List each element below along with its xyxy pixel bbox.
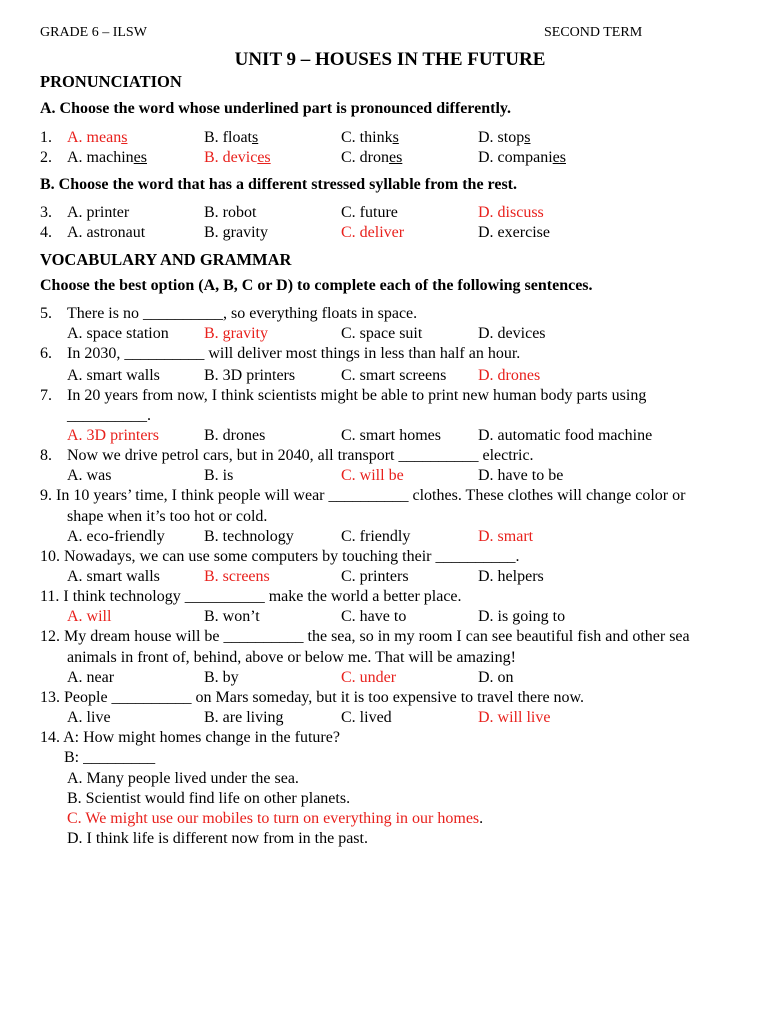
question-10-stem: 10. Nowadays, we can use some computers by touching their __________. [40, 548, 520, 565]
part-a-instruction: A. Choose the word whose underlined part is pronounced differently. [40, 100, 511, 117]
option-b[interactable]: B. drones [204, 427, 266, 444]
option-a[interactable]: A. will [67, 608, 112, 625]
option-d[interactable]: D. exercise [478, 224, 550, 241]
option-c[interactable]: C. friendly [341, 528, 411, 545]
option-c[interactable]: C. thinks [341, 129, 399, 146]
option-a[interactable]: A. printer [67, 204, 130, 221]
question-12-stem-cont: animals in front of, behind, above or below me. That will be amazing! [67, 649, 516, 666]
option-d[interactable]: D. stops [478, 129, 531, 146]
question-number: 2. [40, 149, 52, 166]
question-number: 1. [40, 129, 52, 146]
question-12-stem: 12. My dream house will be __________ the sea, so in my room I can see beautiful fish and other sea [40, 628, 690, 645]
part-b-instruction: B. Choose the word that has a different stressed syllable from the rest. [40, 176, 518, 193]
option-d[interactable]: D. smart [478, 528, 534, 545]
option-d[interactable]: D. devices [478, 325, 546, 342]
option-d[interactable]: D. on [478, 669, 514, 686]
option-d[interactable]: D. helpers [478, 568, 544, 585]
grade-label: GRADE 6 – ILSW [40, 25, 147, 40]
option-a[interactable]: A. machines [67, 149, 147, 166]
option-b[interactable]: B. devices [204, 149, 271, 166]
question-7-stem-cont: __________. [67, 407, 151, 424]
question-number: 5. [40, 305, 52, 322]
option-c[interactable]: C. will be [341, 467, 404, 484]
question-9-stem: 9. In 10 years’ time, I think people will wear __________ clothes. These clothes will change color or [40, 487, 686, 504]
question-9-stem-cont: shape when it’s too hot or cold. [67, 508, 268, 525]
option-b[interactable]: B. 3D printers [204, 367, 296, 384]
option-c[interactable]: C. deliver [341, 224, 405, 241]
unit-title: UNIT 9 – HOUSES IN THE FUTURE [234, 49, 546, 70]
question-14-stem: 14. A: How might homes change in the future? [40, 729, 340, 746]
question-11-stem: 11. I think technology __________ make the world a better place. [40, 588, 462, 605]
question-text: In 2030, __________ will deliver most things in less than half an hour. [67, 345, 521, 362]
option-d[interactable]: D. automatic food machine [478, 427, 653, 444]
option-a[interactable]: A. smart walls [67, 568, 160, 585]
option-b[interactable]: B. floats [204, 129, 259, 146]
question-number: 3. [40, 204, 52, 221]
option-d[interactable]: D. have to be [478, 467, 564, 484]
option-b[interactable]: B. screens [204, 568, 270, 585]
option-a[interactable]: A. 3D printers [67, 427, 159, 444]
vocab-heading: VOCABULARY AND GRAMMAR [40, 250, 292, 269]
question-number: 4. [40, 224, 52, 241]
option-d[interactable]: D. will live [478, 709, 551, 726]
option-b[interactable]: B. by [204, 669, 239, 686]
option-a[interactable]: A. was [67, 467, 112, 484]
option-c[interactable]: C. future [341, 204, 398, 221]
option-b[interactable]: B. are living [204, 709, 284, 726]
option-c[interactable]: C. under [341, 669, 397, 686]
option-a[interactable]: A. smart walls [67, 367, 160, 384]
option-c[interactable]: C. smart homes [341, 427, 441, 444]
option-c[interactable]: C. space suit [341, 325, 423, 342]
question-text: Now we drive petrol cars, but in 2040, all transport __________ electric. [67, 447, 534, 464]
option-b[interactable]: B. Scientist would find life on other planets. [67, 790, 351, 807]
option-b[interactable]: B. won’t [204, 608, 260, 625]
option-a[interactable]: A. live [67, 709, 111, 726]
vocab-instruction: Choose the best option (A, B, C or D) to complete each of the following sentences. [40, 277, 593, 294]
option-d[interactable]: D. companies [478, 149, 566, 166]
pronunciation-heading: PRONUNCIATION [40, 72, 182, 91]
option-a[interactable]: A. near [67, 669, 115, 686]
option-b[interactable]: B. is [204, 467, 234, 484]
option-a[interactable]: A. means [67, 129, 128, 146]
question-number: 6. [40, 345, 52, 362]
option-a[interactable]: A. Many people lived under the sea. [67, 770, 299, 787]
option-d[interactable]: D. is going to [478, 608, 566, 625]
question-14-response-prompt: B: _________ [64, 749, 156, 766]
option-b[interactable]: B. robot [204, 204, 257, 221]
option-d[interactable]: D. discuss [478, 204, 544, 221]
option-b[interactable]: B. gravity [204, 224, 268, 241]
question-number: 7. [40, 387, 52, 404]
question-13-stem: 13. People __________ on Mars someday, but it is too expensive to travel there now. [40, 689, 585, 706]
option-c[interactable]: C. drones [341, 149, 403, 166]
question-text: In 20 years from now, I think scientists might be able to print new human body parts using [67, 387, 647, 404]
option-c[interactable]: C. have to [341, 608, 407, 625]
term-label: SECOND TERM [544, 25, 643, 40]
option-b[interactable]: B. technology [204, 528, 294, 545]
option-a[interactable]: A. astronaut [67, 224, 146, 241]
option-d[interactable]: D. I think life is different now from in the past. [67, 830, 368, 847]
option-c[interactable]: C. smart screens [341, 367, 447, 384]
option-c[interactable]: C. printers [341, 568, 409, 585]
option-a[interactable]: A. space station [67, 325, 169, 342]
question-text: There is no __________, so everything floats in space. [67, 305, 418, 322]
question-number: 8. [40, 447, 52, 464]
option-c[interactable]: C. We might use our mobiles to turn on everything in our homes. [67, 810, 484, 827]
option-a[interactable]: A. eco-friendly [67, 528, 165, 545]
option-b[interactable]: B. gravity [204, 325, 268, 342]
option-d[interactable]: D. drones [478, 367, 541, 384]
option-c[interactable]: C. lived [341, 709, 392, 726]
